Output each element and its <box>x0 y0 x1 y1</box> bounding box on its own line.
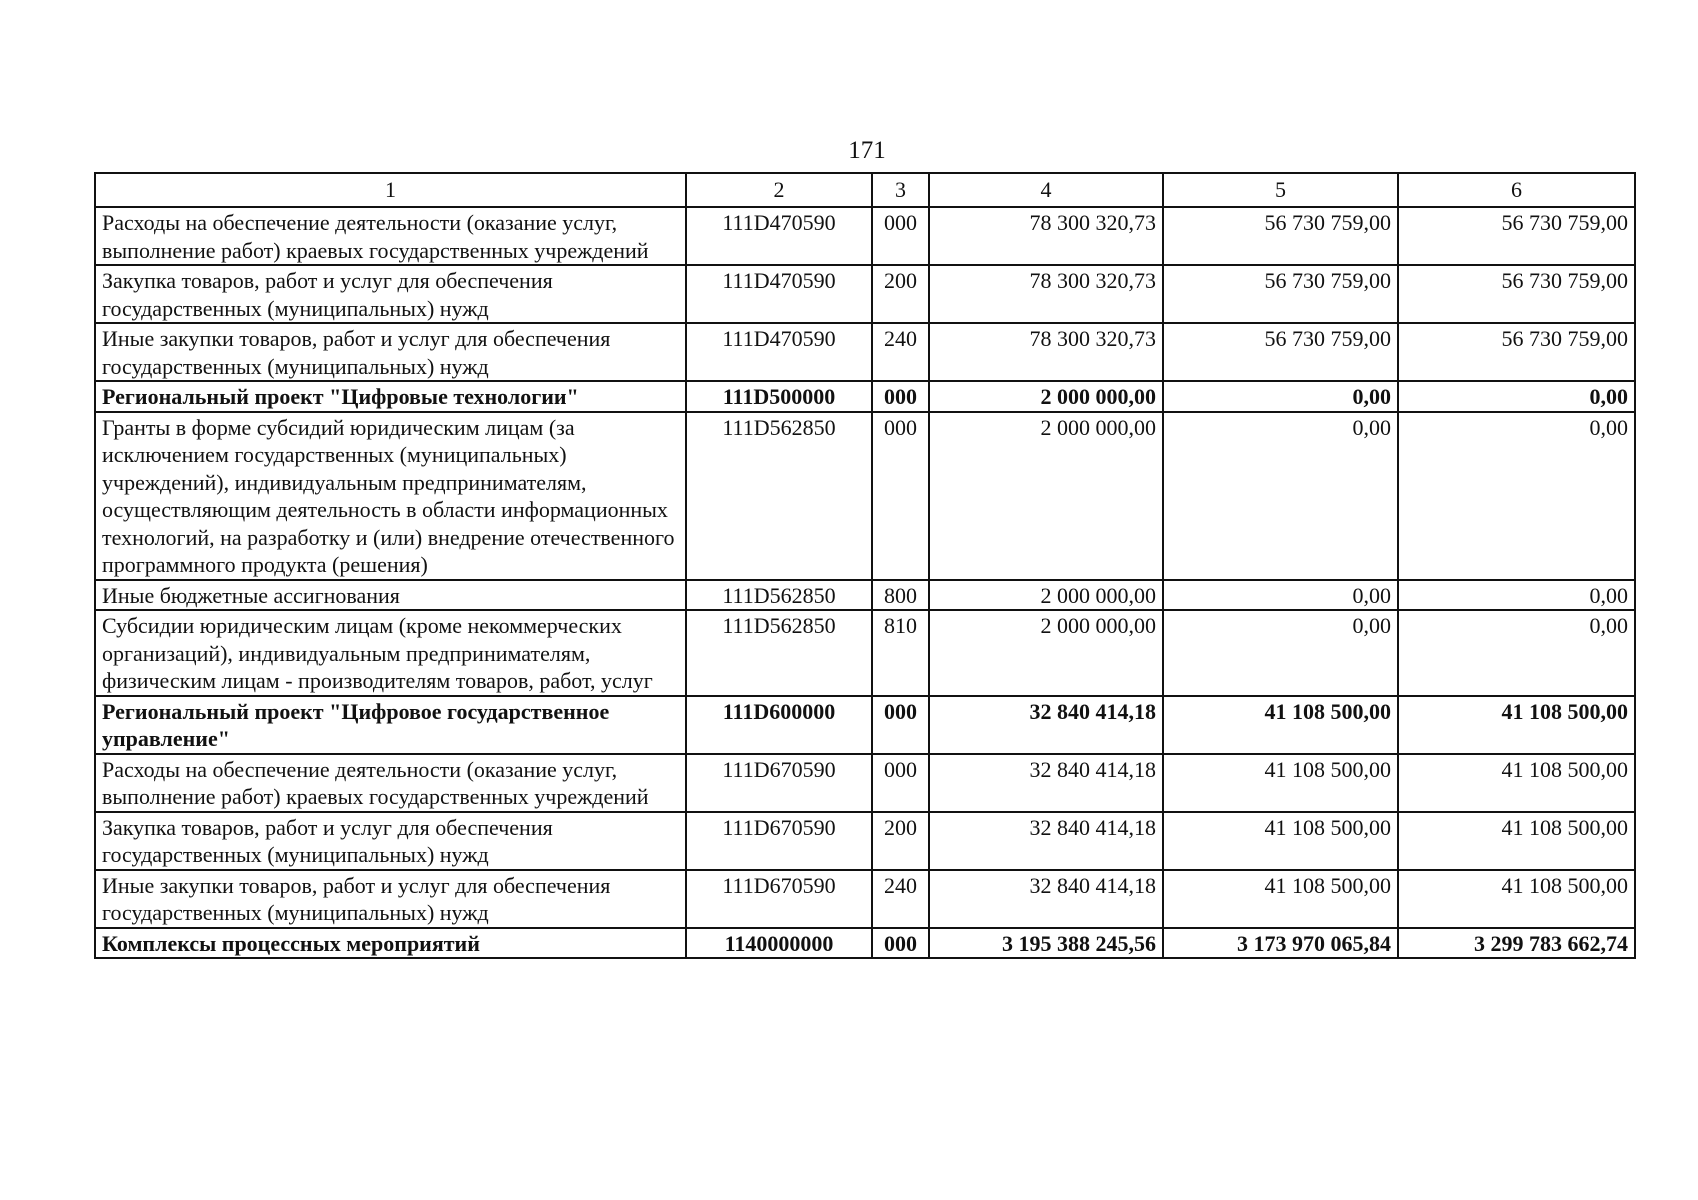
row-amount-col4-cell: 78 300 320,73 <box>929 207 1163 265</box>
row-amount-col6-cell: 3 299 783 662,74 <box>1398 928 1635 959</box>
row-code-cell: 111D470590 <box>686 265 872 323</box>
row-amount-col5-cell: 41 108 500,00 <box>1163 870 1398 928</box>
row-code-cell: 111D670590 <box>686 870 872 928</box>
row-amount-col5-cell: 56 730 759,00 <box>1163 265 1398 323</box>
row-amount-col5-cell: 0,00 <box>1163 412 1398 580</box>
row-amount-col5-cell: 56 730 759,00 <box>1163 323 1398 381</box>
row-code-cell: 111D600000 <box>686 696 872 754</box>
row-amount-col4-cell: 78 300 320,73 <box>929 323 1163 381</box>
row-name-cell: Региональный проект "Цифровое государственное управление" <box>95 696 686 754</box>
row-expense-type-cell: 800 <box>872 580 929 611</box>
row-expense-type-cell: 810 <box>872 610 929 696</box>
row-expense-type-cell: 000 <box>872 412 929 580</box>
row-expense-type-cell: 200 <box>872 812 929 870</box>
row-code-cell: 111D562850 <box>686 580 872 611</box>
table-row <box>95 381 1635 412</box>
row-name-cell: Иные бюджетные ассигнования <box>95 580 686 611</box>
row-expense-type-cell: 000 <box>872 696 929 754</box>
row-expense-type-cell: 000 <box>872 381 929 412</box>
column-header-5: 5 <box>1163 173 1398 207</box>
row-code-cell: 111D470590 <box>686 207 872 265</box>
row-amount-col6-cell: 0,00 <box>1398 381 1635 412</box>
row-name-cell: Закупка товаров, работ и услуг для обеспечения государственных (муниципальных) нужд <box>95 812 686 870</box>
row-amount-col4-cell: 32 840 414,18 <box>929 754 1163 812</box>
table-row <box>95 580 1635 611</box>
row-name-cell: Региональный проект "Цифровые технологии" <box>95 381 686 412</box>
row-amount-col5-cell: 41 108 500,00 <box>1163 754 1398 812</box>
table-row <box>95 323 1635 381</box>
table-row <box>95 412 1635 580</box>
row-expense-type-cell: 240 <box>872 323 929 381</box>
table-row <box>95 812 1635 870</box>
row-amount-col6-cell: 56 730 759,00 <box>1398 323 1635 381</box>
row-amount-col4-cell: 2 000 000,00 <box>929 381 1163 412</box>
table-row <box>95 207 1635 265</box>
budget-table <box>94 172 1636 959</box>
column-header-6: 6 <box>1398 173 1635 207</box>
row-name-cell: Субсидии юридическим лицам (кроме некоммерческих организаций), индивидуальным предпринимателям, физическим лицам - производителям товаров, работ, услуг <box>95 610 686 696</box>
row-amount-col4-cell: 3 195 388 245,56 <box>929 928 1163 959</box>
row-amount-col5-cell: 0,00 <box>1163 610 1398 696</box>
row-code-cell: 111D500000 <box>686 381 872 412</box>
row-name-cell: Иные закупки товаров, работ и услуг для обеспечения государственных (муниципальных) нужд <box>95 870 686 928</box>
row-name-cell: Расходы на обеспечение деятельности (оказание услуг, выполнение работ) краевых государственных учреждений <box>95 207 686 265</box>
row-code-cell: 111D670590 <box>686 812 872 870</box>
row-amount-col6-cell: 0,00 <box>1398 580 1635 611</box>
row-amount-col4-cell: 78 300 320,73 <box>929 265 1163 323</box>
row-amount-col6-cell: 0,00 <box>1398 412 1635 580</box>
row-amount-col6-cell: 41 108 500,00 <box>1398 754 1635 812</box>
row-code-cell: 111D670590 <box>686 754 872 812</box>
column-header-4: 4 <box>929 173 1163 207</box>
row-amount-col4-cell: 32 840 414,18 <box>929 812 1163 870</box>
row-amount-col6-cell: 41 108 500,00 <box>1398 812 1635 870</box>
row-expense-type-cell: 000 <box>872 207 929 265</box>
column-header-2: 2 <box>686 173 872 207</box>
page-number: 171 <box>848 137 886 164</box>
row-amount-col5-cell: 41 108 500,00 <box>1163 812 1398 870</box>
row-amount-col6-cell: 0,00 <box>1398 610 1635 696</box>
row-amount-col6-cell: 41 108 500,00 <box>1398 696 1635 754</box>
row-amount-col5-cell: 3 173 970 065,84 <box>1163 928 1398 959</box>
row-name-cell: Закупка товаров, работ и услуг для обеспечения государственных (муниципальных) нужд <box>95 265 686 323</box>
table-row <box>95 928 1635 959</box>
row-amount-col5-cell: 56 730 759,00 <box>1163 207 1398 265</box>
row-name-cell: Расходы на обеспечение деятельности (оказание услуг, выполнение работ) краевых государственных учреждений <box>95 754 686 812</box>
row-expense-type-cell: 200 <box>872 265 929 323</box>
row-amount-col5-cell: 41 108 500,00 <box>1163 696 1398 754</box>
row-amount-col4-cell: 2 000 000,00 <box>929 610 1163 696</box>
column-header-3: 3 <box>872 173 929 207</box>
row-amount-col4-cell: 32 840 414,18 <box>929 870 1163 928</box>
row-name-cell: Гранты в форме субсидий юридическим лицам (за исключением государственных (муниципальных) учреждений), индивидуальным предпринимателям, осуществляющим деятельность в области информационных технологий, на разработку и (или) внедрение отечественного программного продукта (решения) <box>95 412 686 580</box>
row-code-cell: 111D470590 <box>686 323 872 381</box>
row-code-cell: 111D562850 <box>686 412 872 580</box>
table-row <box>95 870 1635 928</box>
table-row <box>95 754 1635 812</box>
row-name-cell: Иные закупки товаров, работ и услуг для обеспечения государственных (муниципальных) нужд <box>95 323 686 381</box>
table-row <box>95 610 1635 696</box>
header-row <box>95 173 1635 207</box>
row-amount-col6-cell: 56 730 759,00 <box>1398 207 1635 265</box>
column-header-1: 1 <box>95 173 686 207</box>
row-expense-type-cell: 000 <box>872 754 929 812</box>
row-name-cell: Комплексы процессных мероприятий <box>95 928 686 959</box>
row-code-cell: 111D562850 <box>686 610 872 696</box>
row-amount-col5-cell: 0,00 <box>1163 381 1398 412</box>
row-amount-col4-cell: 2 000 000,00 <box>929 412 1163 580</box>
table-row <box>95 696 1635 754</box>
row-amount-col5-cell: 0,00 <box>1163 580 1398 611</box>
table-body <box>95 207 1635 958</box>
row-expense-type-cell: 240 <box>872 870 929 928</box>
row-amount-col4-cell: 32 840 414,18 <box>929 696 1163 754</box>
row-expense-type-cell: 000 <box>872 928 929 959</box>
table-row <box>95 265 1635 323</box>
row-amount-col4-cell: 2 000 000,00 <box>929 580 1163 611</box>
row-code-cell: 1140000000 <box>686 928 872 959</box>
row-amount-col6-cell: 41 108 500,00 <box>1398 870 1635 928</box>
row-amount-col6-cell: 56 730 759,00 <box>1398 265 1635 323</box>
